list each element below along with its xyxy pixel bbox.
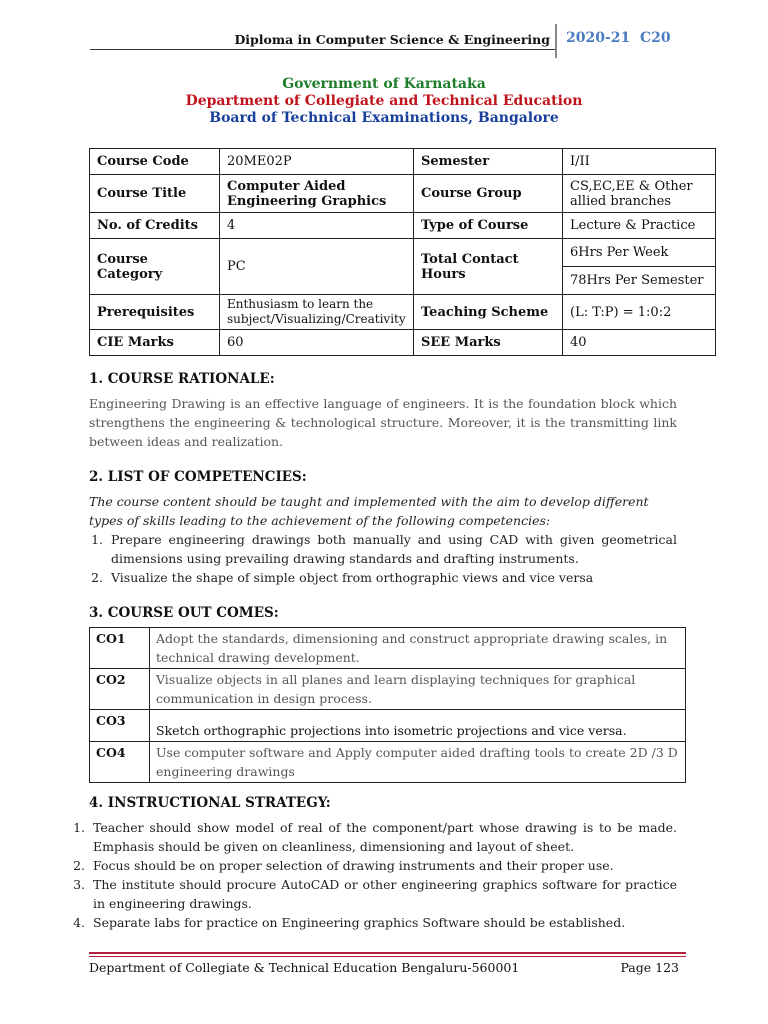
header-year: 2020-21	[566, 30, 631, 46]
course-outcomes-table	[89, 627, 686, 783]
category-label: Course Category	[90, 239, 220, 295]
co-text: Visualize objects in all planes and learn displaying techniques for graphical communication in design process.	[150, 669, 686, 710]
strategy-list	[71, 818, 677, 932]
see-value: 40	[563, 330, 716, 356]
course-code-label: Course Code	[90, 149, 220, 175]
co-text: Adopt the standards, dimensioning and construct appropriate drawing scales, in technical drawing development.	[150, 628, 686, 669]
section-2-heading: 2. LIST OF COMPETENCIES:	[89, 469, 307, 485]
page-number: Page 123	[620, 960, 679, 975]
footer-rule-thin	[89, 956, 686, 957]
course-code-value: 20ME02P	[220, 149, 414, 175]
page-header	[0, 24, 768, 58]
institution-line-1: Government of Karnataka	[282, 76, 486, 92]
list-item: 2. Visualize the shape of simple object from orthographic views and vice versa	[107, 568, 677, 587]
institution-block	[0, 76, 768, 127]
institution-line-3: Board of Technical Examinations, Bangalore	[209, 110, 559, 126]
teaching-value: (L: T:P) = 1:0:2	[563, 295, 716, 330]
section-1-text: Engineering Drawing is an effective language of engineers. It is the foundation block which strengthens the engineering & technological structure. Moreover, it is the transmitting link between ideas and realization.	[89, 396, 677, 449]
section-4-heading: 4. INSTRUCTIONAL STRATEGY:	[89, 795, 331, 811]
type-value: Lecture & Practice	[563, 213, 716, 239]
course-title-label: Course Title	[90, 175, 220, 213]
list-item: 4. Separate labs for practice on Engineering graphics Software should be established.	[89, 913, 677, 932]
prereq-label: Prerequisites	[90, 295, 220, 330]
teaching-label: Teaching Scheme	[414, 295, 563, 330]
course-group-label: Course Group	[414, 175, 563, 213]
semester-label: Semester	[414, 149, 563, 175]
cie-value: 60	[220, 330, 414, 356]
section-1-heading: 1. COURSE RATIONALE:	[89, 371, 275, 387]
header-title: Diploma in Computer Science & Engineering	[234, 32, 550, 47]
list-item: 3. The institute should procure AutoCAD or other engineering graphics software for practice in engineering drawings.	[89, 875, 677, 913]
header-scheme: C20	[640, 30, 671, 46]
competency-list	[89, 530, 677, 587]
header-divider	[555, 24, 557, 58]
header-rule	[90, 49, 555, 50]
co-code: CO3	[90, 710, 150, 742]
footer-rule	[89, 952, 686, 954]
co-code: CO2	[90, 669, 150, 710]
section-2-intro: The course content should be taught and implemented with the aim to develop different types of skills leading to the achievement of the following competencies:	[89, 494, 649, 528]
institution-line-2: Department of Collegiate and Technical Education	[185, 93, 583, 109]
list-item: 1. Prepare engineering drawings both manually and using CAD with given geometrical dimensions using prevailing drawing standards and drafting instruments.	[107, 530, 677, 568]
course-info-table	[89, 148, 716, 356]
category-value: PC	[220, 239, 414, 295]
prereq-value: Enthusiasm to learn the subject/Visualizing/Creativity	[220, 295, 414, 330]
type-label: Type of Course	[414, 213, 563, 239]
credits-label: No. of Credits	[90, 213, 220, 239]
contact-week-value: 6Hrs Per Week	[563, 239, 716, 267]
credits-value: 4	[220, 213, 414, 239]
cie-label: CIE Marks	[90, 330, 220, 356]
list-item: 1. Teacher should show model of real of the component/part whose drawing is to be made. Emphasis should be given on cleanliness, dimensioning and layout of sheet.	[89, 818, 677, 856]
course-title-value: Computer Aided Engineering Graphics	[220, 175, 414, 213]
co-text: Sketch orthographic projections into isometric projections and vice versa.	[150, 710, 686, 742]
see-label: SEE Marks	[414, 330, 563, 356]
contact-semester-value: 78Hrs Per Semester	[563, 267, 716, 295]
co-code: CO4	[90, 742, 150, 783]
section-3-heading: 3. COURSE OUT COMES:	[89, 605, 279, 621]
footer-department: Department of Collegiate & Technical Education Bengaluru-560001	[89, 960, 520, 975]
semester-value: I/II	[563, 149, 716, 175]
course-group-value: CS,EC,EE & Other allied branches	[563, 175, 716, 213]
contact-hours-label: Total Contact Hours	[414, 239, 563, 295]
list-item: 2. Focus should be on proper selection of drawing instruments and their proper use.	[89, 856, 677, 875]
co-code: CO1	[90, 628, 150, 669]
co-text: Use computer software and Apply computer aided drafting tools to create 2D /3 D engineering drawings	[150, 742, 686, 783]
